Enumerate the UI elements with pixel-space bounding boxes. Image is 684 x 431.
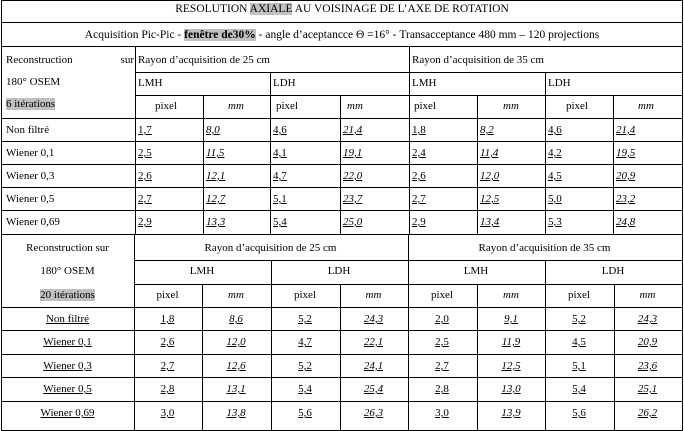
grid-line-h xyxy=(1,46,683,47)
t1-cell-value: 2,6 xyxy=(412,170,426,182)
t2-cell-value: 4,7 xyxy=(298,336,312,348)
grid-line-h xyxy=(1,118,683,119)
t2-cell-value: 5,2 xyxy=(298,313,312,325)
grid-line-v xyxy=(1,0,2,431)
grid-line-v xyxy=(682,0,683,431)
t2-unit-mm: mm xyxy=(503,289,519,301)
t1-cell-value: 4,6 xyxy=(273,124,287,136)
t1-cell-value: 24,8 xyxy=(616,216,636,228)
grid-line-h xyxy=(1,377,683,378)
t1-cell-value: 2,9 xyxy=(412,216,426,228)
grid-line-h xyxy=(1,0,683,1)
t1-cell-value: 21,4 xyxy=(616,124,636,136)
t1-ldh-35: LDH xyxy=(548,77,571,89)
t1-cell-value: 21,4 xyxy=(343,124,363,136)
acquisition-window-highlight: fenêtre de30% xyxy=(184,29,256,41)
t2-iterations-highlight: 20 itérations xyxy=(40,289,95,301)
t2-cell-value: 13,0 xyxy=(501,383,521,395)
grid-line-v xyxy=(613,95,614,235)
t1-unit-mm: mm xyxy=(228,100,244,112)
t2-unit-mm: mm xyxy=(365,289,382,301)
t2-row-label: Wiener 0,69 xyxy=(40,407,95,419)
t1-cell-value: 4,2 xyxy=(548,147,562,159)
t1-row-label: Wiener 0,69 xyxy=(6,216,60,228)
grid-line-h xyxy=(1,307,683,308)
acquisition-text-post: - angle d’aceptancce Θ =16° - Transacceptance 480 mm – 120 projections xyxy=(255,29,600,41)
t2-cell-value: 2,8 xyxy=(160,383,175,395)
t2-recon-label-line3 xyxy=(2,290,133,301)
grid-line-v xyxy=(134,234,135,431)
t2-lmh-35: LMH xyxy=(463,265,489,277)
grid-line-h xyxy=(1,330,683,331)
grid-line-v xyxy=(614,284,615,431)
t1-cell-value: 23,7 xyxy=(343,193,363,205)
t1-cell-value: 1,8 xyxy=(412,124,426,136)
grid-line-v xyxy=(135,46,136,235)
t2-cell-value: 5,2 xyxy=(572,313,586,325)
t1-cell-value: 8,2 xyxy=(480,124,494,136)
t2-cell-value: 20,9 xyxy=(637,336,658,348)
t2-lmh-25: LMH xyxy=(189,265,215,277)
t1-recon-sur: sur xyxy=(120,54,134,66)
t1-unit-pixel: pixel xyxy=(414,100,436,112)
t1-cell-value: 13,3 xyxy=(206,216,226,228)
t1-cell-value: 23,2 xyxy=(616,193,636,205)
t2-row-label: Wiener 0,1 xyxy=(43,336,92,348)
t1-cell-value: 12,1 xyxy=(206,170,226,182)
t2-cell-value: 13,8 xyxy=(226,407,246,419)
t2-ldh-25: LDH xyxy=(327,265,351,277)
t2-cell-value: 12,6 xyxy=(226,360,246,372)
t1-iterations-highlight: 6 itérations xyxy=(6,98,56,110)
grid-line-v xyxy=(477,284,478,431)
t2-unit-pixel: pixel xyxy=(568,289,590,301)
t2-recon-label-line1: Reconstruction sur xyxy=(26,242,109,254)
t1-cell-value: 4,6 xyxy=(548,124,562,136)
t2-cell-value: 2,7 xyxy=(435,360,449,372)
grid-line-h xyxy=(1,141,683,142)
t1-cell-value: 13,4 xyxy=(480,216,500,228)
t1-row-label: Wiener 0,5 xyxy=(6,193,55,205)
t2-cell-value: 24,3 xyxy=(637,313,658,325)
t2-cell-value: 2,5 xyxy=(435,336,449,348)
t2-cell-value: 26,2 xyxy=(637,407,658,419)
t2-cell-value: 5,6 xyxy=(298,407,312,419)
t1-cell-value: 5,0 xyxy=(548,193,562,205)
grid-line-v xyxy=(340,95,341,235)
grid-line-v xyxy=(545,72,546,235)
t1-rayon-35: Rayon d’acquisition de 35 cm xyxy=(412,54,544,66)
t1-cell-value: 12,0 xyxy=(480,170,500,182)
t1-cell-value: 5,4 xyxy=(273,216,287,228)
t2-cell-value: 5,4 xyxy=(572,383,586,395)
t2-cell-value: 13,1 xyxy=(226,383,246,395)
t1-cell-value: 19,1 xyxy=(343,147,363,159)
t2-cell-value: 3,0 xyxy=(160,407,175,419)
t1-cell-value: 2,7 xyxy=(138,193,152,205)
grid-line-h xyxy=(1,187,683,188)
t2-row-label: Wiener 0,5 xyxy=(43,383,92,395)
t1-cell-value: 20,9 xyxy=(616,170,636,182)
t1-cell-value: 8,0 xyxy=(206,124,220,136)
grid-line-h xyxy=(1,354,683,355)
t1-cell-value: 2,5 xyxy=(138,147,152,159)
t2-cell-value: 2,8 xyxy=(435,383,449,395)
t1-cell-value: 25,0 xyxy=(343,216,363,228)
t1-cell-value: 2,4 xyxy=(412,147,426,159)
t1-recon-label-line3 xyxy=(6,99,55,110)
grid-line-h xyxy=(1,234,683,235)
acquisition-text-pre: Acquisition Pic-Pic - xyxy=(84,29,185,41)
t2-cell-value: 12,0 xyxy=(226,336,246,348)
t1-recon-label-line2: 180° OSEM xyxy=(6,76,61,88)
grid-line-h xyxy=(1,210,683,211)
grid-line-v xyxy=(409,46,410,235)
t1-unit-pixel: pixel xyxy=(276,100,298,112)
t2-ldh-35: LDH xyxy=(601,265,625,277)
t2-unit-mm: mm xyxy=(639,289,656,301)
t2-cell-value: 2,7 xyxy=(160,360,175,372)
t1-unit-mm: mm xyxy=(347,100,363,112)
t2-rayon-35: Rayon d’acquisition de 35 cm xyxy=(478,242,611,254)
grid-line-h xyxy=(1,22,683,23)
t2-row-label: Non filtré xyxy=(45,313,90,325)
acquisition-parameters xyxy=(2,30,682,42)
title-text-pre: RESOLUTION xyxy=(175,3,250,15)
document-title xyxy=(2,4,682,16)
t1-cell-value: 2,6 xyxy=(138,170,152,182)
t2-cell-value: 25,4 xyxy=(363,383,384,395)
t1-cell-value: 12,5 xyxy=(480,193,500,205)
grid-line-v xyxy=(545,260,546,431)
t1-unit-mm: mm xyxy=(638,100,654,112)
t2-unit-mm: mm xyxy=(228,289,244,301)
t2-cell-value: 25,1 xyxy=(637,383,658,395)
title-highlight: AXIALE xyxy=(249,3,293,15)
t1-cell-value: 5,3 xyxy=(548,216,562,228)
t1-unit-pixel: pixel xyxy=(566,100,588,112)
grid-line-v xyxy=(408,234,409,431)
t1-cell-value: 4,1 xyxy=(273,147,287,159)
grid-line-h xyxy=(1,401,683,402)
grid-line-h xyxy=(1,164,683,165)
grid-line-v xyxy=(271,260,272,431)
t1-rayon-25: Rayon d’acquisition de 25 cm xyxy=(138,54,270,66)
t1-cell-value: 4,7 xyxy=(273,170,287,182)
t2-cell-value: 23,6 xyxy=(637,360,658,372)
t1-cell-value: 11,5 xyxy=(206,147,225,159)
grid-line-v xyxy=(202,284,203,431)
t2-cell-value: 11,9 xyxy=(501,336,521,348)
t2-cell-value: 22,1 xyxy=(363,336,384,348)
t1-recon-word: Reconstruction xyxy=(6,54,73,66)
t2-cell-value: 26,3 xyxy=(363,407,384,419)
t1-cell-value: 2,9 xyxy=(138,216,152,228)
t2-unit-pixel: pixel xyxy=(156,289,179,301)
t1-cell-value: 4,5 xyxy=(548,170,562,182)
t2-cell-value: 3,0 xyxy=(435,407,449,419)
t2-cell-value: 5,4 xyxy=(298,383,312,395)
t1-cell-value: 5,1 xyxy=(273,193,287,205)
t2-recon-label-line2: 180° OSEM xyxy=(40,265,95,277)
t2-cell-value: 1,8 xyxy=(160,313,175,325)
t2-cell-value: 4,5 xyxy=(572,336,586,348)
t1-row-label: Wiener 0,1 xyxy=(6,147,55,159)
t2-cell-value: 8,6 xyxy=(229,313,243,325)
t2-cell-value: 9,1 xyxy=(504,313,518,325)
t2-cell-value: 5,6 xyxy=(572,407,586,419)
t2-cell-value: 2,0 xyxy=(435,313,449,325)
t2-unit-pixel: pixel xyxy=(294,289,316,301)
t1-recon-label-line1 xyxy=(6,55,134,66)
t2-cell-value: 24,1 xyxy=(363,360,384,372)
t1-row-label: Non filtré xyxy=(6,124,50,136)
t1-cell-value: 2,7 xyxy=(412,193,426,205)
grid-line-v xyxy=(270,72,271,235)
t2-cell-value: 12,5 xyxy=(501,360,521,372)
t2-cell-value: 24,3 xyxy=(363,313,384,325)
t1-cell-value: 11,4 xyxy=(480,147,499,159)
grid-line-v xyxy=(340,284,341,431)
t1-unit-mm: mm xyxy=(503,100,519,112)
t1-cell-value: 12,7 xyxy=(206,193,226,205)
t2-cell-value: 5,1 xyxy=(572,360,586,372)
t1-ldh-25: LDH xyxy=(273,77,296,89)
t1-unit-pixel: pixel xyxy=(155,100,177,112)
t1-cell-value: 22,0 xyxy=(343,170,363,182)
t2-cell-value: 5,2 xyxy=(298,360,312,372)
t2-unit-pixel: pixel xyxy=(431,289,453,301)
grid-line-v xyxy=(203,95,204,235)
t1-lmh-35: LMH xyxy=(412,77,437,89)
title-text-post: AU VOISINAGE DE L’AXE DE ROTATION xyxy=(292,3,509,15)
t2-cell-value: 13,9 xyxy=(501,407,521,419)
t1-row-label: Wiener 0,3 xyxy=(6,170,55,182)
t2-cell-value: 2,6 xyxy=(160,336,175,348)
t2-row-label: Wiener 0,3 xyxy=(43,360,92,372)
t1-cell-value: 1,7 xyxy=(138,124,152,136)
t1-cell-value: 19,5 xyxy=(616,147,636,159)
grid-line-v xyxy=(477,95,478,235)
t1-lmh-25: LMH xyxy=(138,77,163,89)
t2-rayon-25: Rayon d’acquisition de 25 cm xyxy=(204,242,337,254)
